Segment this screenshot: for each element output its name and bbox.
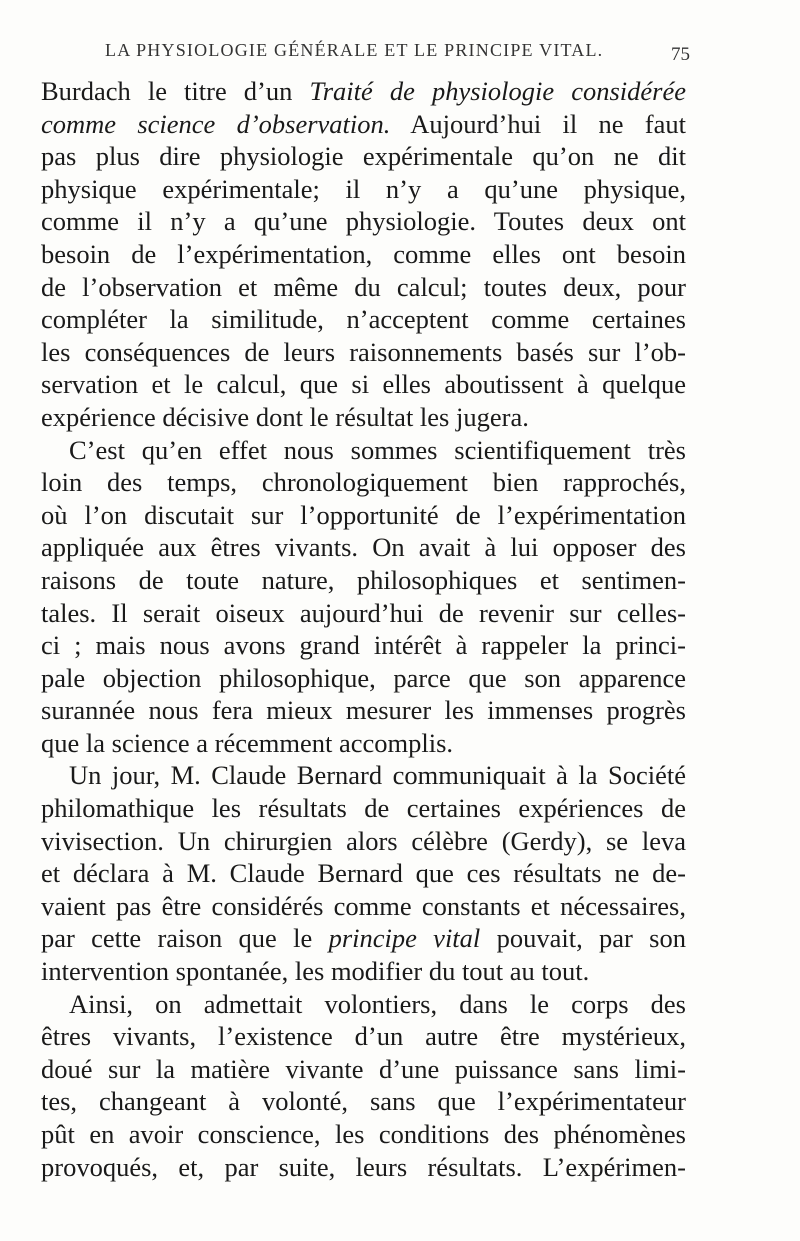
- text-line: servation et le calcul, que si elles aboutissent à quelque: [41, 369, 686, 400]
- text-line: vaient pas être considérés comme constants et nécessaires,: [41, 890, 686, 921]
- text-line: de l’observation et même du calcul; toutes deux, pour: [41, 271, 686, 302]
- text-line: compléter la similitude, n’acceptent comme certaines: [41, 304, 686, 335]
- body-text: [41, 75, 686, 1183]
- page-number: 75: [671, 44, 690, 65]
- paragraph-start-line: Un jour, M. Claude Bernard communiquait à la Société: [69, 760, 686, 791]
- text-line: tales. Il serait oiseux aujourd’hui de revenir sur celles-: [41, 597, 686, 628]
- text-line: pût en avoir conscience, les conditions des phénomènes: [41, 1119, 686, 1149]
- text-line: êtres vivants, l’existence d’un autre être mystérieux,: [41, 1021, 686, 1052]
- text-line: surannée nous fera mieux mesurer les immenses progrès: [41, 695, 686, 726]
- text-line: intervention spontanée, les modifier du tout au tout.: [41, 956, 590, 987]
- text-line: où l’on discutait sur l’opportunité de l’expérimentation: [41, 499, 686, 530]
- text-line: raisons de toute nature, philosophiques et sentimen-: [41, 564, 686, 595]
- text-line: pale objection philosophique, parce que son apparence: [41, 662, 686, 693]
- text-line: comme il n’y a qu’une physiologie. Toutes deux ont: [41, 206, 686, 237]
- text-line: tes, changeant à volonté, sans que l’expérimentateur: [41, 1086, 686, 1117]
- text-line: doué sur la matière vivante d’une puissance sans limi-: [41, 1053, 686, 1084]
- text-line: vivisection. Un chirurgien alors célèbre (Gerdy), se leva: [41, 825, 686, 856]
- text-line: les conséquences de leurs raisonnements basés sur l’ob-: [41, 336, 686, 367]
- running-head: LA PHYSIOLOGIE GÉNÉRALE ET LE PRINCIPE VITAL.: [105, 40, 604, 60]
- text-line: besoin de l’expérimentation, comme elles ont besoin: [41, 238, 686, 269]
- text-line: loin des temps, chronologiquement bien rapprochés,: [41, 467, 686, 498]
- text-line: ci ; mais nous avons grand intérêt à rappeler la princi-: [41, 630, 686, 661]
- text-line: appliquée aux êtres vivants. On avait à lui opposer des: [41, 532, 686, 563]
- text-line: expérience décisive dont le résultat les jugera.: [41, 401, 529, 432]
- text-line: physique expérimentale; il n’y a qu’une physique,: [41, 173, 686, 204]
- paragraph-start-line: Ainsi, on admettait volontiers, dans le corps des: [69, 988, 686, 1019]
- text-line: comme science d’observation. Aujourd’hui il ne faut: [41, 108, 686, 139]
- text-line: et déclara à M. Claude Bernard que ces résultats ne de-: [41, 858, 686, 889]
- text-line: pas plus dire physiologie expérimentale qu’on ne dit: [41, 141, 686, 172]
- text-line: par cette raison que le principe vital pouvait, par son: [41, 923, 686, 954]
- paragraph-start-line: C’est qu’en effet nous sommes scientifiquement très: [69, 434, 686, 465]
- text-line: Burdach le titre d’un Traité de physiologie considérée: [41, 76, 686, 106]
- text-line: provoqués, et, par suite, leurs résultats. L’expérimen-: [41, 1151, 686, 1182]
- text-line: philomathique les résultats de certaines expériences de: [41, 793, 686, 824]
- text-line: que la science a récemment accomplis.: [41, 727, 454, 758]
